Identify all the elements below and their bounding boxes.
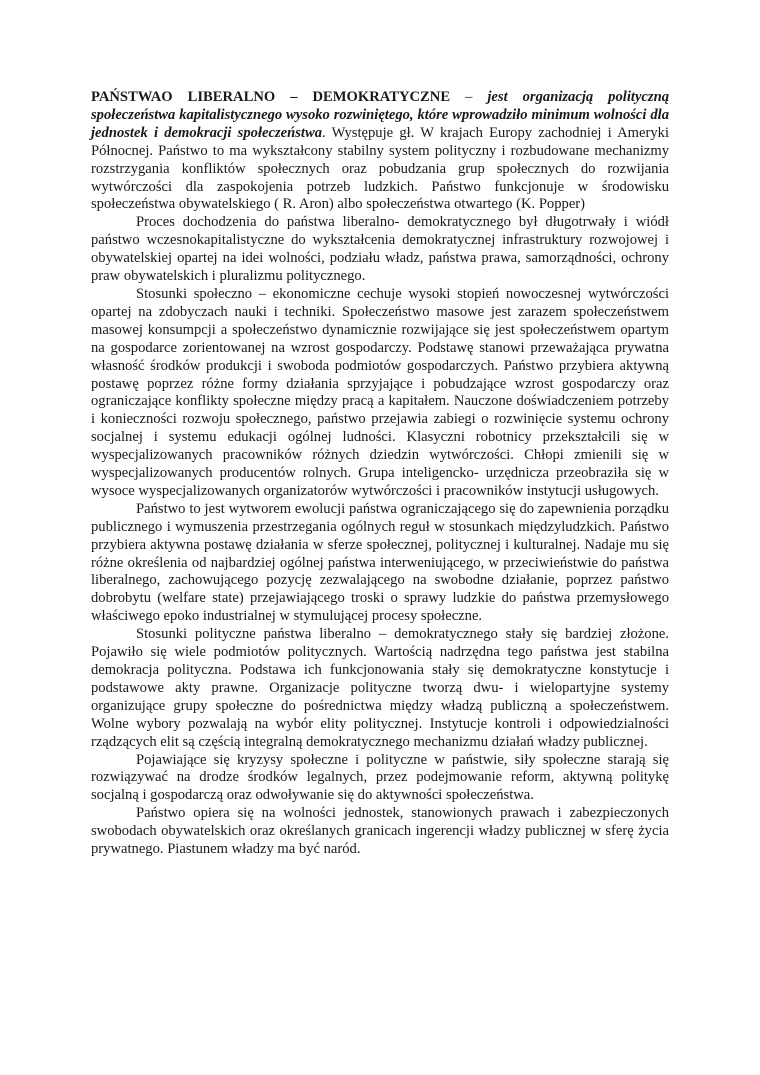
definition-text: jest organizacją polityczną społeczeństwa kapitalistycznego wysoko rozwiniętego, które wprowadziło minimum wolności dla jednostek i demokracji społeczeństwa [91,89,669,141]
intro-paragraph [91,89,669,214]
title-separator: – [450,89,488,105]
intro-text: . Występuje gł. W krajach Europy zachodniej i Ameryki Północnej. Państwo to ma wykształcony stabilny system polityczny i rozbudowane mechanizmy rozstrzygania konfliktów społecznych oraz pobudzania grup społecznych do rozwijania wytwórczości dla zaspokojenia potrzeb ludzkich. Państwo funkcjonuje w środowisku społeczeństwa obywatelskiego ( R. Aron) albo społeczeństwa otwartego (K. Popper) [91,124,669,213]
document-title: PAŃSTWAO LIBERALNO – DEMOKRATYCZNE [91,89,451,105]
paragraph-crises: Pojawiające się kryzysy społeczne i polityczne w państwie, siły społeczne starają się rozwiązywać na drodze środków legalnych, przez podejmowanie reform, aktywną politykę socjalną i gospodarczą oraz odwoływanie się do aktywności społeczeństwa. [91,751,669,804]
paragraph-political-relations: Stosunki polityczne państwa liberalno – demokratycznego stały się bardziej złożone. Pojawiło się wiele podmiotów politycznych. Wartością nadrzędna tego państwa jest stabilna demokracja polityczna. Podstawa ich funkcjonowania stały się demokratyczne konstytucje i podstawowe akty prawne. Organizacje polityczne tworzą dwu- i wielopartyjne systemy organizujące grupy społeczne do pośrednictwa między władzą publiczną a społeczeństwem. Wolne wybory pozwalają na wybór elity politycznej. Instytucje kontroli i odpowiedzialności rządzących elit są częścią integralną demokratycznego mechanizmu działań władzy publicznej. [91,626,669,750]
paragraph-socio-economic: Stosunki społeczno – ekonomiczne cechuje wysoki stopień nowoczesnej wytwórczości opartej na zdobyczach nauki i techniki. Społeczeństwo masowe jest zarazem społeczeństwem masowej konsumpcji a społeczeństwo dynamicznie rozwijające się jest społeczeństwem opartym na gospodarce zorientowanej na wzrost gospodarczy. Podstawę stanowi przeważająca prywatna własność środków produkcji i swoboda podmiotów gospodarczych. Państwo przybiera aktywną postawę poprzez różne formy działania sprzyjające i pobudzające wzrost gospodarczy oraz ograniczające konflikty społeczne między pracą a kapitałem. Nauczone doświadczeniem potrzeby i konieczności rozwoju społecznego, państwo przejawia zabiegi o rozwinięcie systemu ochrony socjalnej i systemu edukacji ogólnej ludności. Klasyczni robotnicy przekształcili się w wyspecjalizowanych pracowników różnych dziedzin wytwórczości. Chłopi zmienili się w wyspecjalizowanych producentów rolnych. Grupa inteligencko- urzędnicza przeobraziła się w wysoce wyspecjalizowanych organizatorów wytwórczości i pracowników instytucji usługowych. [91,285,669,499]
document-page [91,89,669,859]
paragraph-process: Proces dochodzenia do państwa liberalno- demokratycznego był długotrwały i wiódł państwo wczesnokapitalistyczne do wykształcenia demokratycznej infrastruktury rozwojowej i obywatelskiej opartej na idei wolności, podziału władz, państwa prawa, samorządności, ochrony praw obywatelskich i pluralizmu politycznego. [91,214,669,285]
paragraph-freedom: Państwo opiera się na wolności jednostek, stanowionych prawach i zabezpieczonych swobodach obywatelskich oraz określanych granicach ingerencji władzy publicznej w sferę życia prywatnego. Piastunem władzy ma być naród. [91,805,669,858]
paragraph-evolution: Państwo to jest wytworem ewolucji państwa ograniczającego się do zapewnienia porządku publicznego i wymuszenia przestrzegania ogólnych reguł w stosunkach międzyludzkich. Państwo przybiera aktywna postawę działania w sferze społecznej, politycznej i kulturalnej. Nadaje mu się różne określenia od najbardziej ogólnej państwa interweniującego, w przeciwieństwie do państwa liberalnego, zachowującego pozycję zezwalającego na swobodne działanie, poprzez państwo dobrobytu (welfare state) przejawiającego troski o sprawy ludzkie do państwa przemysłowego właściwego epoko industrialnej w stymulującej procesy społeczne. [91,500,669,625]
